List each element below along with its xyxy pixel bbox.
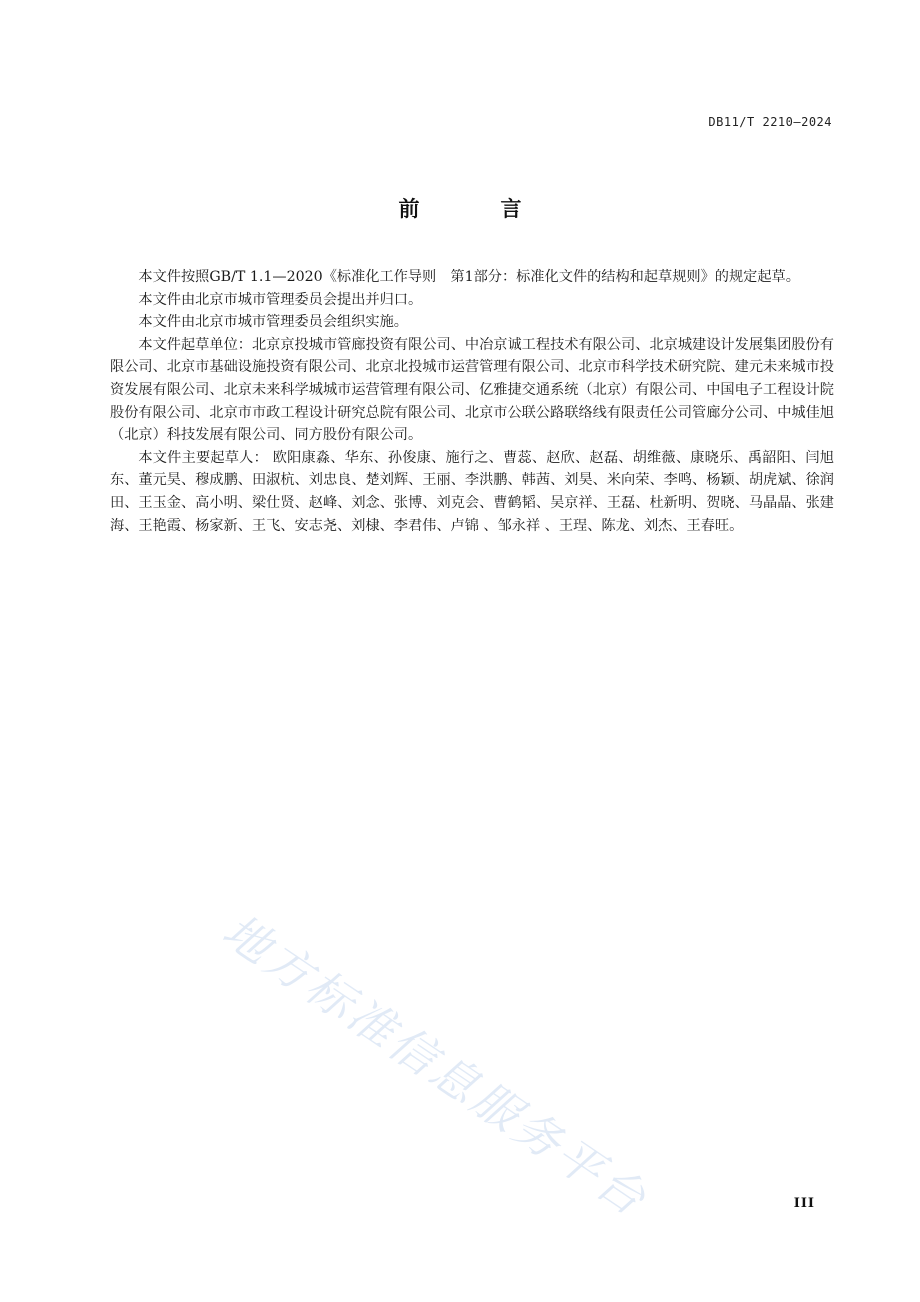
- page-title: 前 言: [398, 197, 552, 221]
- page-number: III: [793, 1196, 815, 1211]
- paragraph-drafting-basis: 本文件按照GB/T 1.1—2020《标准化工作导则 第1部分：标准化文件的结构和起草规则》的规定起草。: [138, 269, 800, 285]
- document-code: DB11/T 2210—2024: [708, 115, 832, 129]
- watermark: 地方标准信息服务平台: [213, 903, 658, 1228]
- paragraph-proposer: 本文件由北京市城市管理委员会提出并归口。: [138, 291, 423, 308]
- paragraph-implementer: 本文件由北京市城市管理委员会组织实施。: [138, 314, 408, 331]
- foreword-body: [110, 266, 834, 537]
- paragraph-drafting-units: 本文件起草单位：北京京投城市管廊投资有限公司、中冶京诚工程技术有限公司、北京城建设计发展集团股份有限公司、北京市基础设施投资有限公司、北京北投城市运营管理有限公司、北京市科学技术研究院、建元未来城市投资发展有限公司、北京未来科学城城市运营管理有限公司、亿雅捷交通系统（北京）有限公司、中国电子工程设计院股份有限公司、北京市市政工程设计研究总院有限公司、北京市公联公路联络线有限责任公司管廊分公司、中城佳旭（北京）科技发展有限公司、同方股份有限公司。: [110, 336, 834, 444]
- paragraph-drafters: 本文件主要起草人： 欧阳康淼、华东、孙俊康、施行之、曹蕊、赵欣、赵磊、胡维薇、康晓乐、禹韶阳、闫旭东、董元昊、穆成鹏、田淑杭、刘忠良、楚刘辉、王丽、李洪鹏、韩茜、刘昊、米向荣、李鸣、杨颖、胡虎斌、徐润田、王玉金、高小明、梁仕贤、赵峰、刘念、张博、刘克会、曹鹤韬、吴京祥、王磊、杜新明、贺晓、马晶晶、张建海、王艳霞、杨家新、王飞、安志尧、刘棣、李君伟、卢锦 、邹永祥 、王珵、陈龙、刘杰、王春旺。: [110, 449, 834, 534]
